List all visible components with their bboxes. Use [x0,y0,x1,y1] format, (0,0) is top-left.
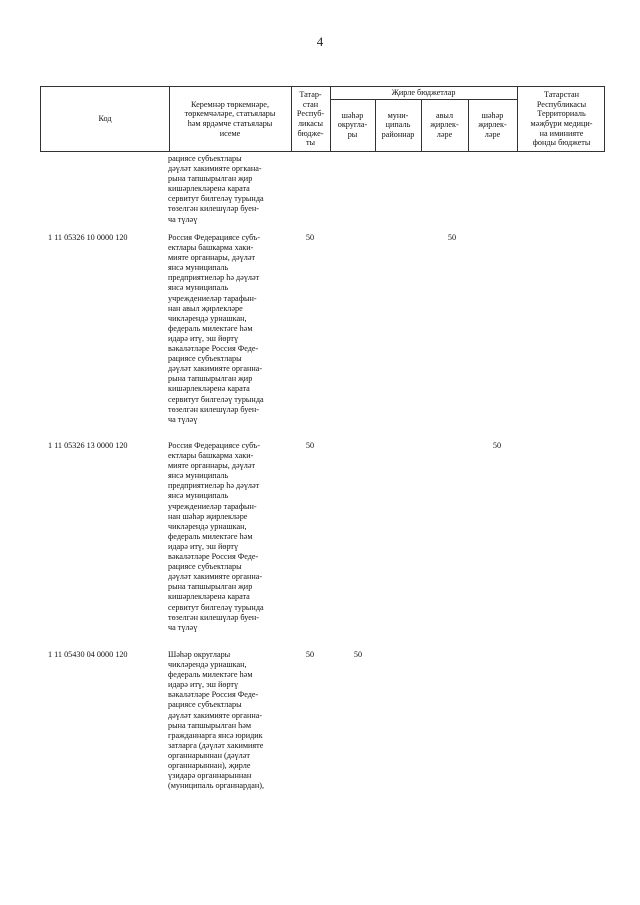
budget-table [40,86,605,791]
page-number: 4 [316,34,324,49]
header-medical-fund: Татарстан Республикасы Территориаль мәҗбүри медици- на иминияте фонды бюджеты [530,90,593,148]
header-city-districts: шәһәр округла- ры [337,110,368,139]
row-name: Россия Федерациясе субъ- ектлары башкарма хаки- мияте органнары, дәүләт янсә муниципаль предприятиеләр һә дәүләт янсә муниципаль учреждениеләр тарафын- нан шәһәр җирлекләре чикләрендә урнашкан, федераль милектәге һәм идарә итү, эш йөртү вәкаләтләре Россия Феде- рациясе субъектлары дәүләт хакимияте органна- рына тапшырылган җир кишәрлекләренә карата сервитут билгеләү турында төзелгән килешүләр буен- ча түләү [168,441,264,632]
table-header [40,86,605,152]
row-name: рациясе субъектлары дәүләт хакимияте оргкана- рына тапшырылган җир кишәрлекләренә карата сервитут билгеләү турында төзелгән килешүләр буен- ча түләү [168,154,264,224]
row-rt-value: 50 [305,441,315,450]
header-rt-budget: Татар- стан Респуб- ликасы бюдже- ты [296,90,325,148]
row-name: Россия Федерациясе субъ- ектлары башкарма хаки- мияте органнары, дәүләт янсә муниципаль предприятиеләр һә дәүләт янсә муниципаль учреждениеләр тарафын- нан авыл җирлекләре чикләрендә урнашкан, федераль милектәге һәм идарә итү, эш йөртү вәкаләтләре Россия Феде- рациясе субъектлары дәүләт хакимияте органна- рына тапшырылган җир кишәрлекләренә карата сервитут билгеләү турында төзелгән килешүләр буен- ча түләү [168,233,264,424]
row-rt-value: 50 [305,650,315,659]
row-rural-value: 50 [447,233,457,242]
row-rt-value: 50 [305,233,315,242]
header-rural-settlements: авыл җирлек- ләре [430,110,459,139]
row-code: 1 11 05430 04 0000 120 [48,650,128,659]
row-code: 1 11 05326 13 0000 120 [48,441,128,450]
row-name: Шәһәр округлары чикләрендә урнашкан, федераль милектәге һәм идарә итү, эш йөртү вәкаләтләре Россия Феде- рациясе субъектлары дәүләт хакимияте органна- рына тапшырылган һәм гражданнарга янсә юридик затларга (дәүләт хакимияте органнарыннан (дәүләт органнарыннан), җирле үзидарә органнарыннан (муниципаль органнардан), [168,650,264,791]
row-city-value: 50 [353,650,363,659]
row-town-value: 50 [492,441,502,450]
header-municipal-districts: муни- ципаль районнар [381,110,415,139]
header-local-budgets: Җирле бюджетлар [391,88,456,98]
header-town-settlements: шәһәр җирлек- ләре [478,110,507,139]
header-name: Керемнәр төркемнәре, төркемчәләре, статьялары һәм ярдәмче статьялары исеме [184,99,276,138]
row-code: 1 11 05326 10 0000 120 [48,233,128,242]
header-code: Код [98,114,112,124]
